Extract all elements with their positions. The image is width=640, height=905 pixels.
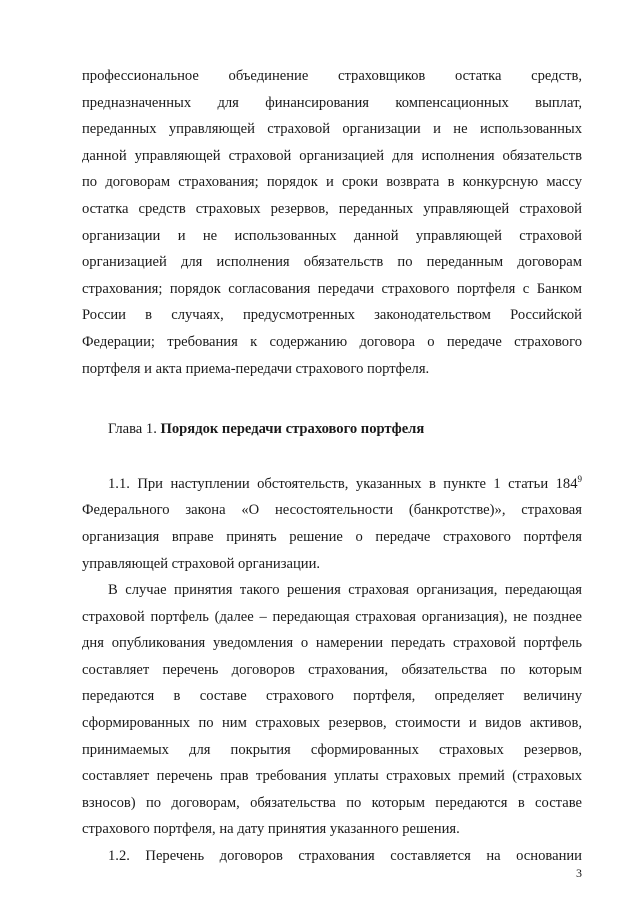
text-line: сформированных по ним страховых резервов, стоимости и видов активов, <box>82 715 582 732</box>
text-line: передаются в составе страхового портфеля, определяет величину <box>82 688 582 705</box>
text-line: по договорам страхования; порядок и сроки возврата в конкурсную массу <box>82 174 582 191</box>
text-line: взносов) по договорам, обязательства по которым передаются в составе <box>82 794 582 811</box>
text-line: составляет перечень прав требования уплаты страховых премий (страховых <box>82 768 582 785</box>
text-line: переданных управляющей страховой организации и не использованных <box>82 121 582 138</box>
text-line: организацией для исполнения обязательств по переданным договорам <box>82 254 582 271</box>
section-1-2 <box>82 843 582 870</box>
text-line: данной управляющей страховой организацией для исполнения обязательств <box>82 147 582 164</box>
text-line: организация вправе принять решение о передаче страхового портфеля <box>82 528 582 545</box>
chapter-prefix: Глава 1. <box>108 421 157 438</box>
text-line: принимаемых для покрытия сформированных страховых резервов, <box>82 741 582 758</box>
text-line: 1.2. Перечень договоров страхования составляется на основании <box>108 848 582 865</box>
text-line: страхового портфеля, на дату принятия указанного решения. <box>82 821 460 838</box>
chapter-title: Порядок передачи страхового портфеля <box>160 421 425 438</box>
section-1-1 <box>82 471 582 577</box>
section-1-1-continuation <box>82 577 582 843</box>
text-line: дня опубликования уведомления о намерении передать страховой портфель <box>82 635 582 652</box>
text-line: Федерального закона «О несостоятельности (банкротстве)», страховая <box>82 502 582 519</box>
text-line: остатка средств страховых резервов, переданных управляющей страховой <box>82 200 582 217</box>
text-line: составляет перечень договоров страхования, обязательства по которым <box>82 661 582 678</box>
footnote-superscript: 9 <box>577 473 582 484</box>
text-line: России в случаях, предусмотренных законодательством Российской <box>82 307 582 324</box>
chapter-heading <box>82 416 582 443</box>
text-line: 1.1. При наступлении обстоятельств, указанных в пункте 1 статьи $184^9$ <box>108 473 582 492</box>
text-line: организации и не использованных данной управляющей страховой <box>82 227 582 244</box>
page-number: 3 <box>576 866 582 880</box>
text-line: портфеля и акта приема-передачи страхового портфеля. <box>82 360 430 377</box>
text-line: страховой портфель (далее – передающая страховая организация), не позднее <box>82 608 582 625</box>
text-line: В случае принятия такого решения страховая организация, передающая <box>108 582 582 599</box>
text-line: управляющей страховой организации. <box>82 555 321 572</box>
document-page <box>82 63 582 870</box>
text-line: профессиональное объединение страховщиков остатка средств, <box>82 68 582 84</box>
text-line: Федерации; требования к содержанию договора о передаче страхового <box>82 333 582 350</box>
text-line: страхования; порядок согласования передачи страхового портфеля с Банком <box>82 280 582 297</box>
text-line: предназначенных для финансирования компенсационных выплат, <box>82 94 582 111</box>
intro-paragraph <box>82 63 582 382</box>
